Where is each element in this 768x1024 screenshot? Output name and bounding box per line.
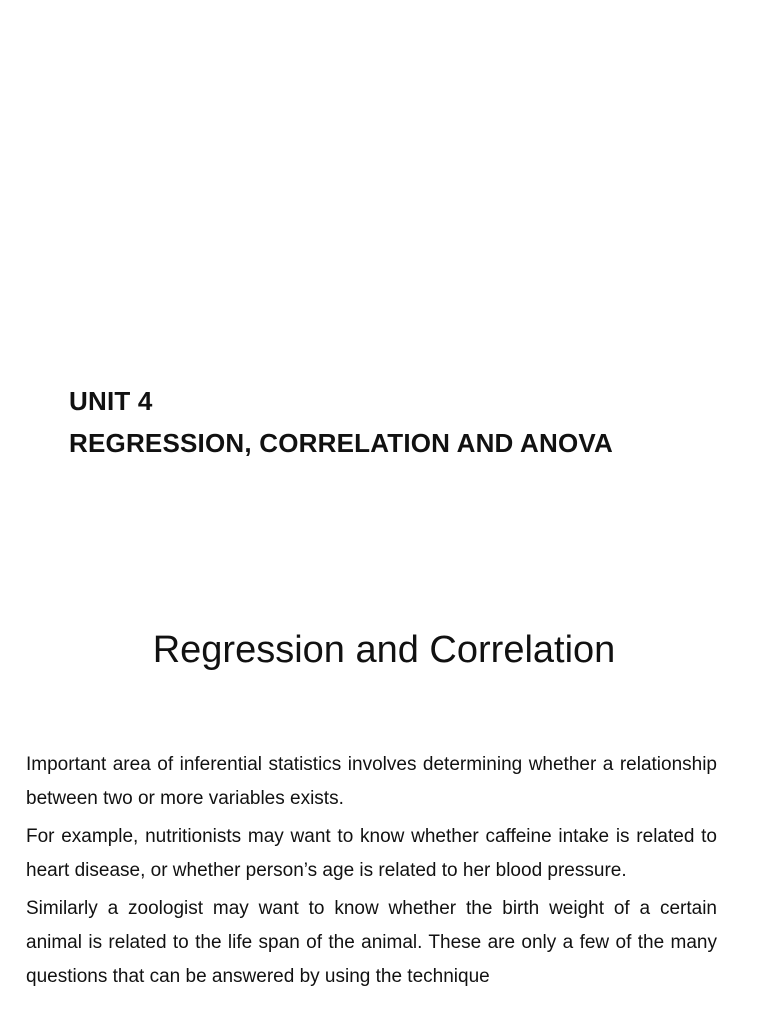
unit-number: UNIT 4 [69, 386, 153, 416]
slide-title: Regression and Correlation [152, 629, 616, 671]
unit-subject: REGRESSION, CORRELATION AND ANOVA [69, 428, 613, 458]
slide-body [26, 748, 717, 998]
body-paragraph: Similarly a zoologist may want to know whether the birth weight of a certain animal is related to the life span of the animal. These are only a few of the many questions that can be answered by using the technique [26, 898, 717, 987]
unit-heading [69, 380, 613, 464]
content-slide [0, 576, 768, 1024]
body-paragraph: Important area of inferential statistics involves determining whether a relationship between two or more variables exists. [26, 754, 717, 809]
body-paragraph: For example, nutritionists may want to know whether caffeine intake is related to heart disease, or whether person’s age is related to her blood pressure. [26, 826, 717, 881]
